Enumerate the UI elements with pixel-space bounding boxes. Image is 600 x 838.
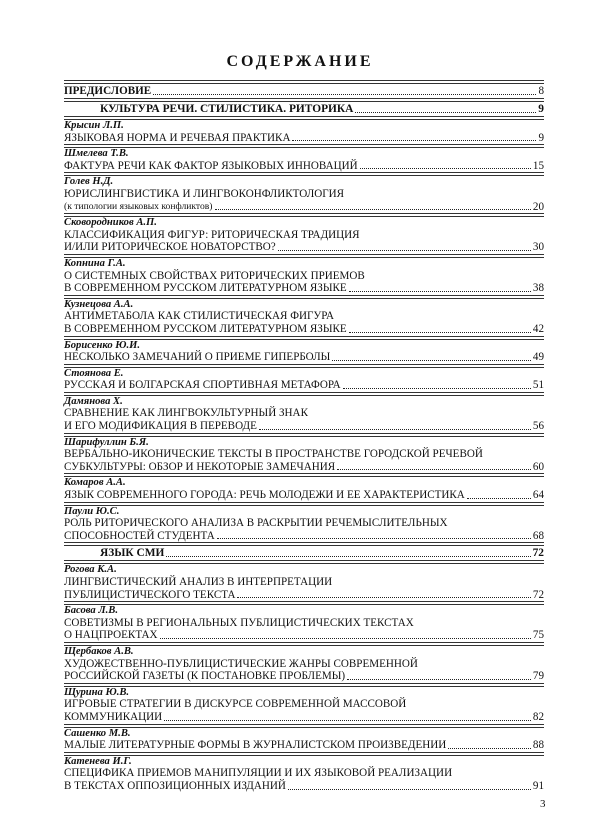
toc-entry[interactable] xyxy=(64,217,544,254)
toc-title-line xyxy=(64,530,544,543)
author-name: Комаров А.А. xyxy=(64,477,126,489)
toc-title-line xyxy=(64,323,544,336)
page-ref: 9 xyxy=(538,131,544,144)
page-ref: 30 xyxy=(532,241,544,254)
entry-title: НЕСКОЛЬКО ЗАМЕЧАНИЙ О ПРИЕМЕ ГИПЕРБОЛЫ xyxy=(64,351,331,364)
author-name: Стоянова Е. xyxy=(64,367,124,379)
author-name: Щурина Ю.В. xyxy=(64,686,130,698)
entry-title: ПУБЛИЦИСТИЧЕСКОГО ТЕКСТА xyxy=(64,588,236,601)
dot-leader xyxy=(467,498,531,499)
dot-leader xyxy=(347,679,531,680)
entry-title: В СОВРЕМЕННОМ РУССКОМ ЛИТЕРАТУРНОМ ЯЗЫКЕ xyxy=(64,322,347,335)
toc-entry[interactable] xyxy=(64,477,544,501)
toc-title-line xyxy=(64,461,544,474)
author-name: Копнина Г.А. xyxy=(64,257,126,269)
dot-leader xyxy=(166,556,530,557)
dot-leader xyxy=(349,291,531,292)
entry-title: СУБКУЛЬТУРЫ: ОБЗОР И НЕКОТОРЫЕ ЗАМЕЧАНИЯ xyxy=(64,460,336,473)
preface-entry[interactable] xyxy=(64,84,544,98)
toc-title-line xyxy=(64,201,544,214)
toc-title-line xyxy=(64,132,544,145)
author-name: Кузнецова А.А. xyxy=(64,298,134,310)
page-ref: 72 xyxy=(532,547,544,560)
entry-title-line: СОВЕТИЗМЫ В РЕГИОНАЛЬНЫХ ПУБЛИЦИСТИЧЕСКИХ ТЕКСТАХ xyxy=(64,616,414,629)
toc-entry[interactable] xyxy=(64,299,544,336)
page-ref: 38 xyxy=(532,282,544,295)
page-ref: 8 xyxy=(538,85,544,97)
entry-title-line: ВЕРБАЛЬНО-ИКОНИЧЕСКИЕ ТЕКСТЫ В ПРОСТРАНСТВЕ ГОРОДСКОЙ РЕЧЕВОЙ xyxy=(64,448,483,461)
dot-leader xyxy=(288,789,531,790)
entry-title: ФАКТУРА РЕЧИ КАК ФАКТОР ЯЗЫКОВЫХ ИННОВАЦИЙ xyxy=(64,159,358,172)
page-ref: 68 xyxy=(532,529,544,542)
dot-leader xyxy=(349,332,531,333)
page-ref: 9 xyxy=(538,103,544,115)
toc-title-line xyxy=(64,489,544,502)
toc-title-line xyxy=(64,589,544,602)
toc-entry[interactable] xyxy=(64,148,544,172)
toc-title-line xyxy=(64,379,544,392)
dot-leader xyxy=(215,209,531,210)
entry-title: В ТЕКСТАХ ОППОЗИЦИОННЫХ ИЗДАНИЙ xyxy=(64,779,286,792)
entry-title-line: СРАВНЕНИЕ КАК ЛИНГВОКУЛЬТУРНЫЙ ЗНАК xyxy=(64,407,308,420)
entry-title: И ЕГО МОДИФИКАЦИЯ В ПЕРЕВОДЕ xyxy=(64,420,257,433)
page-ref: 75 xyxy=(532,629,544,642)
author-name: Дамянова Х. xyxy=(64,395,123,407)
page-ref: 88 xyxy=(532,739,544,752)
sections xyxy=(64,98,544,793)
page-ref: 49 xyxy=(532,351,544,364)
dot-leader xyxy=(343,388,531,389)
dot-leader xyxy=(360,168,531,169)
entry-title-line: ХУДОЖЕСТВЕННО-ПУБЛИЦИСТИЧЕСКИЕ ЖАНРЫ СОВРЕМЕННОЙ xyxy=(64,657,418,670)
toc-title-line xyxy=(64,282,544,295)
preface-label: ПРЕДИСЛОВИЕ xyxy=(64,85,152,97)
toc-title-line xyxy=(64,420,544,433)
author-name: Шарифуллин Б.Я. xyxy=(64,436,149,448)
page-ref: 82 xyxy=(532,710,544,723)
toc-entry[interactable] xyxy=(64,258,544,295)
page-ref: 91 xyxy=(532,779,544,792)
toc-title-line xyxy=(64,629,544,642)
section-heading[interactable] xyxy=(64,546,544,560)
entry-title-line: АНТИМЕТАБОЛА КАК СТИЛИСТИЧЕСКАЯ ФИГУРА xyxy=(64,310,335,323)
dot-leader xyxy=(153,94,536,95)
dot-leader xyxy=(259,429,531,430)
toc-entry[interactable] xyxy=(64,120,544,144)
toc-entry[interactable] xyxy=(64,728,544,752)
entry-title-line: РОЛЬ РИТОРИЧЕСКОГО АНАЛИЗА В РАСКРЫТИИ РЕЧЕМЫСЛИТЕЛЬНЫХ xyxy=(64,517,448,530)
dot-leader xyxy=(164,720,531,721)
author-name: Сашенко М.В. xyxy=(64,727,131,739)
author-name: Голев Н.Д. xyxy=(64,176,114,188)
entry-title-line: КЛАССИФИКАЦИЯ ФИГУР: РИТОРИЧЕСКАЯ ТРАДИЦИЯ xyxy=(64,228,360,241)
entry-title-line: ЮРИСЛИНГВИСТИКА И ЛИНГВОКОНФЛИКТОЛОГИЯ xyxy=(64,187,345,200)
author-name: Борисенко Ю.И. xyxy=(64,339,140,351)
toc-entry[interactable] xyxy=(64,564,544,601)
toc-entry[interactable] xyxy=(64,340,544,364)
entry-title: ЯЗЫКОВАЯ НОРМА И РЕЧЕВАЯ ПРАКТИКА xyxy=(64,131,291,144)
toc-entry[interactable] xyxy=(64,687,544,724)
dot-leader xyxy=(337,469,531,470)
page-ref: 20 xyxy=(532,200,544,213)
author-name: Басова Л.В. xyxy=(64,605,118,617)
entry-title: СПОСОБНОСТЕЙ СТУДЕНТА xyxy=(64,529,215,542)
page-ref: 64 xyxy=(532,489,544,502)
entry-title: МАЛЫЕ ЛИТЕРАТУРНЫЕ ФОРМЫ В ЖУРНАЛИСТСКОМ ПРОИЗВЕДЕНИИ xyxy=(64,739,447,752)
author-name: Сковородников А.П. xyxy=(64,217,157,229)
toc-title-line xyxy=(64,711,544,724)
toc-title-line xyxy=(64,351,544,364)
entry-title: В СОВРЕМЕННОМ РУССКОМ ЛИТЕРАТУРНОМ ЯЗЫКЕ xyxy=(64,282,347,295)
page-ref: 42 xyxy=(532,322,544,335)
toc-entry[interactable] xyxy=(64,176,544,213)
dot-leader xyxy=(355,112,536,113)
entry-title-line: ЛИНГВИСТИЧЕСКИЙ АНАЛИЗ В ИНТЕРПРЕТАЦИИ xyxy=(64,576,333,588)
toc-title-line xyxy=(64,241,544,254)
page-ref: 60 xyxy=(532,460,544,473)
page-ref: 72 xyxy=(532,588,544,601)
toc-title-line xyxy=(64,160,544,173)
author-name: Крысин Л.П. xyxy=(64,120,124,131)
entry-title: ЯЗЫК СОВРЕМЕННОГО ГОРОДА: РЕЧЬ МОЛОДЕЖИ И ЕЕ ХАРАКТЕРИСТИКА xyxy=(64,489,465,502)
author-name: Щербаков А.В. xyxy=(64,645,134,657)
toc-entry[interactable] xyxy=(64,646,544,683)
section-title: КУЛЬТУРА РЕЧИ. СТИЛИСТИКА. РИТОРИКА xyxy=(100,103,354,115)
author-name: Катенева И.Г. xyxy=(64,755,132,767)
toc-title-line xyxy=(64,780,544,793)
toc-entry[interactable] xyxy=(64,605,544,642)
page-number: 3 xyxy=(540,798,546,810)
page-ref: 56 xyxy=(532,420,544,433)
entry-title: РУССКАЯ И БОЛГАРСКАЯ СПОРТИВНАЯ МЕТАФОРА xyxy=(64,379,341,392)
dot-leader xyxy=(217,538,531,539)
entry-title: РОССИЙСКОЙ ГАЗЕТЫ (К ПОСТАНОВКЕ ПРОБЛЕМЫ) xyxy=(64,670,346,683)
dot-leader xyxy=(292,140,536,141)
entry-title-line: О СИСТЕМНЫХ СВОЙСТВАХ РИТОРИЧЕСКИХ ПРИЕМОВ xyxy=(64,269,365,282)
entry-title: И/ИЛИ РИТОРИЧЕСКОЕ НОВАТОРСТВО? xyxy=(64,241,276,254)
entry-title: О НАЦПРОЕКТАХ xyxy=(64,629,158,642)
toc-entry[interactable] xyxy=(64,437,544,474)
page-ref: 51 xyxy=(532,379,544,392)
toc-entry[interactable] xyxy=(64,756,544,793)
entry-title-line: СПЕЦИФИКА ПРИЕМОВ МАНИПУЛЯЦИИ И ИХ ЯЗЫКОВОЙ РЕАЛИЗАЦИИ xyxy=(64,767,453,780)
page-ref: 15 xyxy=(532,159,544,172)
author-name: Шмелева Т.В. xyxy=(64,148,129,160)
entry-title: (к типологии языковых конфликтов) xyxy=(64,200,213,212)
toc-entry[interactable] xyxy=(64,368,544,392)
section-title: ЯЗЫК СМИ xyxy=(100,547,165,560)
toc-title-line xyxy=(64,670,544,683)
dot-leader xyxy=(160,638,531,639)
entry-title-line: ИГРОВЫЕ СТРАТЕГИИ В ДИСКУРСЕ СОВРЕМЕННОЙ МАССОВОЙ xyxy=(64,698,407,711)
toc-entry[interactable] xyxy=(64,396,544,433)
dot-leader xyxy=(237,597,530,598)
dot-leader xyxy=(278,250,531,251)
dot-leader xyxy=(332,360,531,361)
author-name: Рогова К.А. xyxy=(64,564,117,576)
dot-leader xyxy=(448,748,531,749)
toc-entry[interactable] xyxy=(64,506,544,543)
table-of-contents xyxy=(64,80,544,793)
page-title: СОДЕРЖАНИЕ xyxy=(226,53,374,70)
page-ref: 79 xyxy=(532,670,544,683)
toc-title-line xyxy=(64,739,544,752)
section-heading[interactable] xyxy=(64,102,544,116)
entry-title: КОММУНИКАЦИИ xyxy=(64,710,163,723)
author-name: Паули Ю.С. xyxy=(64,505,120,517)
